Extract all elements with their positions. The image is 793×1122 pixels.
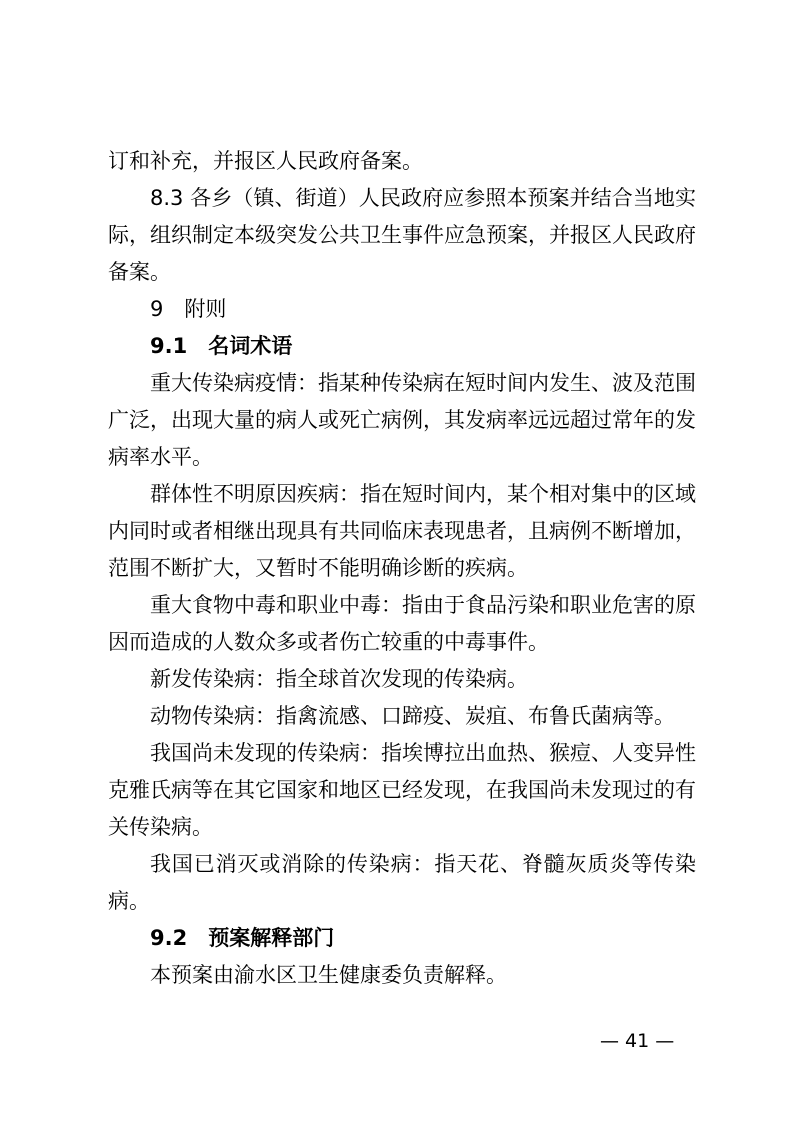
- document-body: [108, 143, 696, 994]
- definition-major-epidemic: 重大传染病疫情：指某种传染病在短时间内发生、波及范围广泛，出现大量的病人或死亡病例，其发病率远远超过常年的发病率水平。: [108, 371, 696, 469]
- definition-food-poisoning: 重大食物中毒和职业中毒：指由于食品污染和职业危害的原因而造成的人数众多或者伤亡较重的中毒事件。: [108, 593, 696, 654]
- heading-9-1: 9.1 名词术语: [150, 334, 293, 358]
- paragraph-continuation: 订和补充，并报区人民政府备案。: [108, 149, 423, 173]
- definition-animal-infectious-disease: 动物传染病：指禽流感、口蹄疫、炭疽、布鲁氏菌病等。: [150, 704, 675, 728]
- page-number: — 41 —: [600, 1030, 675, 1052]
- definition-new-infectious-disease: 新发传染病：指全球首次发现的传染病。: [150, 667, 528, 691]
- paragraph-8-3: 8.3 各乡（镇、街道）人民政府应参照本预案并结合当地实际，组织制定本级突发公共卫生事件应急预案，并报区人民政府备案。: [108, 186, 696, 284]
- heading-9-2: 9.2 预案解释部门: [150, 926, 335, 950]
- definition-eliminated-disease: 我国已消灭或消除的传染病：指天花、脊髓灰质炎等传染病。: [108, 852, 696, 913]
- section-9-title: 9 附则: [150, 297, 227, 321]
- definition-unknown-disease: 群体性不明原因疾病：指在短时间内，某个相对集中的区域内同时或者相继出现具有共同临床表现患者，且病例不断增加，范围不断扩大，又暂时不能明确诊断的疾病。: [108, 482, 696, 580]
- paragraph-interpretation: 本预案由渝水区卫生健康委负责解释。: [150, 963, 507, 987]
- definition-undiscovered-disease: 我国尚未发现的传染病：指埃博拉出血热、猴痘、人变异性克雅氏病等在其它国家和地区已经发现，在我国尚未发现过的有关传染病。: [108, 741, 696, 839]
